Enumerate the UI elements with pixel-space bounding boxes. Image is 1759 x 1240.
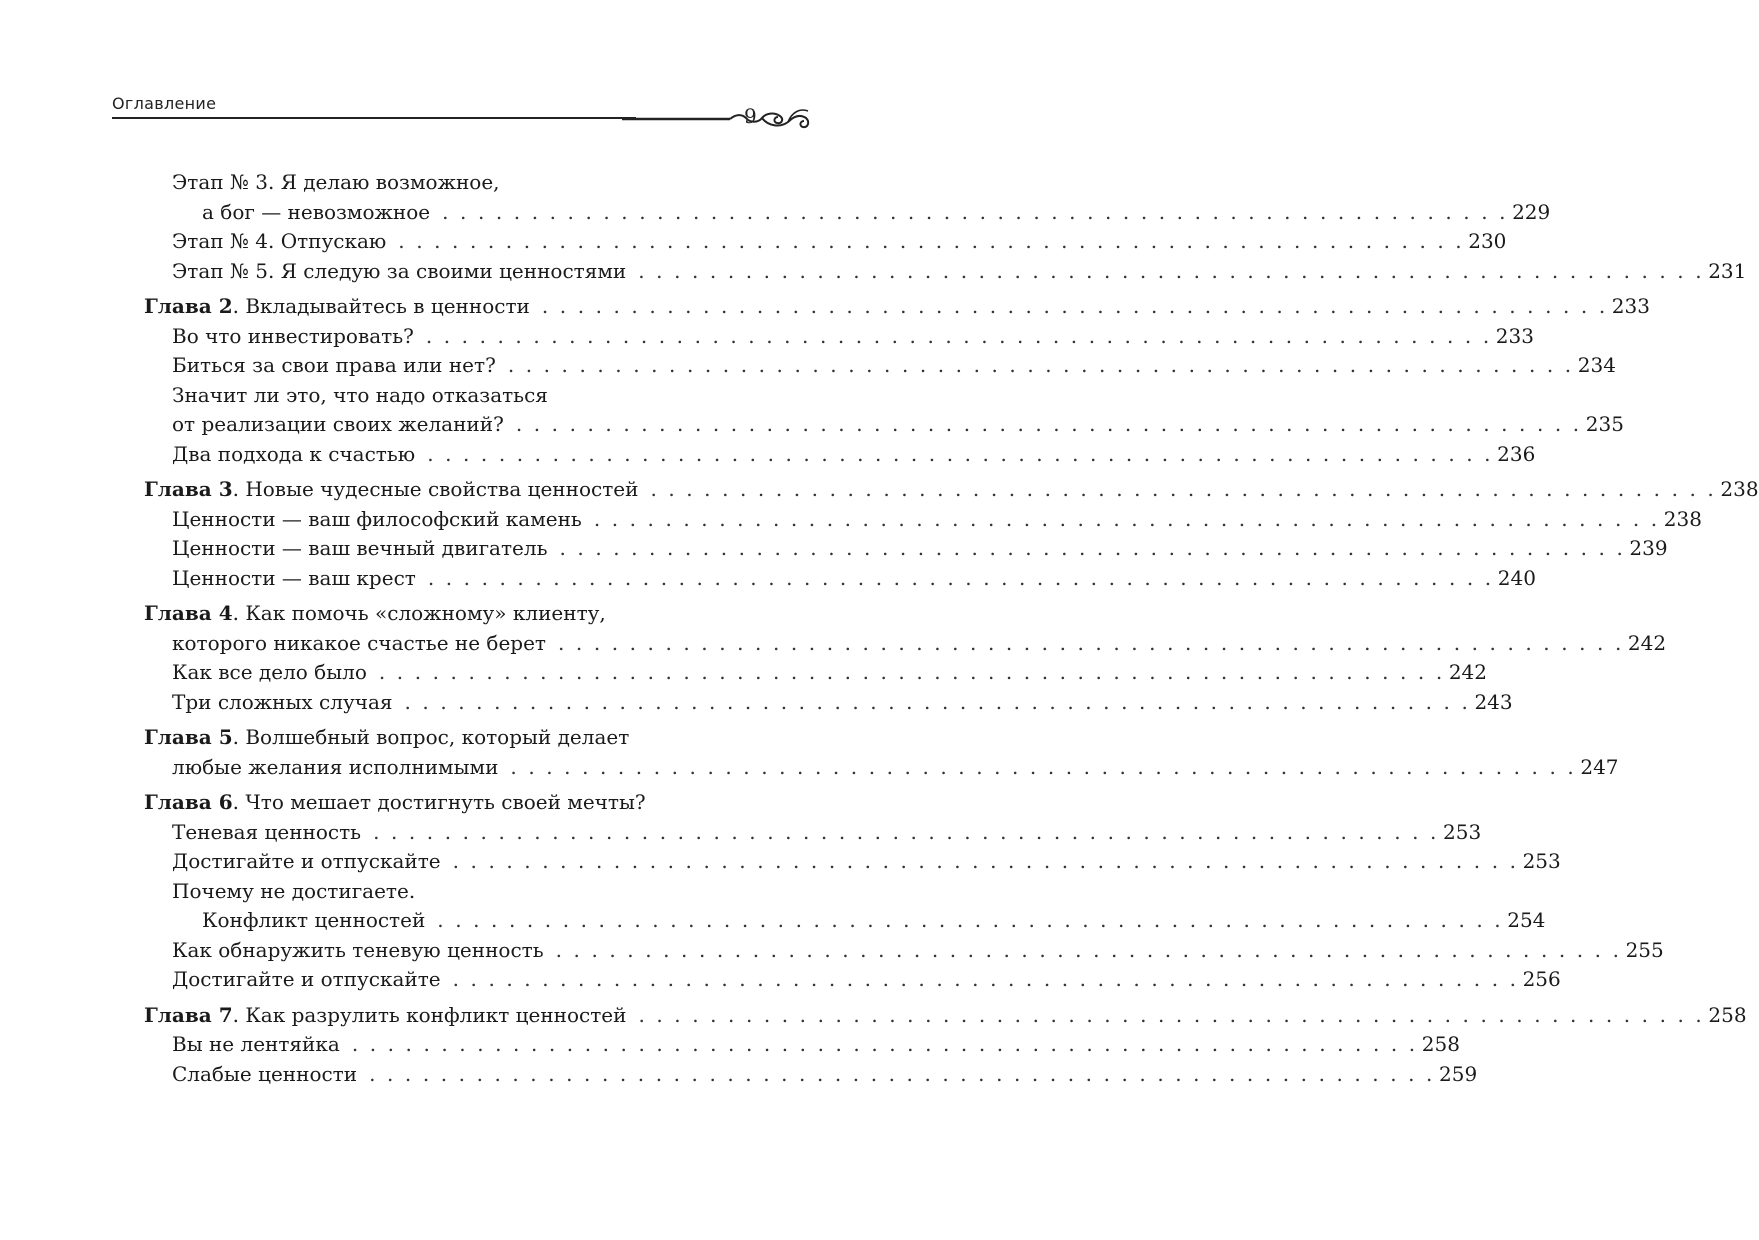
toc-entry-title: которого никакое счастье не берет — [172, 630, 546, 655]
leader-dots: . . . . . . . . . . . . . . . . . . . . . . . . . . . . . . . . . . . . . . . . . . . . . . . . . . . . . . . . . . . . — [427, 441, 1494, 466]
toc-entry-title: Как обнаружить теневую ценность — [172, 937, 544, 962]
toc-page-number: 253 — [1522, 849, 1561, 873]
toc-entry — [144, 688, 1513, 718]
toc-page-number: 240 — [1497, 565, 1536, 590]
toc-page-number: 233 — [1611, 294, 1650, 318]
leader-dots: . . . . . . . . . . . . . . . . . . . . . . . . . . . . . . . . . . . . . . . . . . . . . . . . . . . . . . . . . . . . — [452, 967, 1519, 991]
toc-entry-title: Биться за свои права или нет? — [172, 353, 496, 377]
toc-entry-title: . Что мешает достигнуть своей мечты? — [232, 790, 646, 814]
toc-entry-title: . Как помочь «сложному» клиенту, — [232, 601, 606, 625]
toc-page-number: 238 — [1663, 506, 1702, 531]
toc-entry — [144, 564, 1536, 594]
toc-entry — [144, 168, 1551, 227]
leader-dots: . . . . . . . . . . . . . . . . . . . . . . . . . . . . . . . . . . . . . . . . . . . . . . . . . . . . . . . . . . . . — [404, 689, 1471, 714]
chapter-label: Глава 4 — [144, 601, 233, 625]
table-of-contents — [144, 168, 1759, 1089]
toc-entry — [144, 847, 1561, 877]
toc-entry — [144, 505, 1702, 535]
toc-entry-title: Теневая ценность — [172, 819, 362, 844]
toc-entry-title: Ценности — ваш крест — [172, 565, 416, 590]
toc-page-number: 258 — [1708, 1002, 1747, 1027]
toc-entry-title: . Как разрулить конфликт ценностей — [232, 1002, 627, 1027]
toc-entry-title: Этап № 5. Я следую за своими ценностями — [172, 258, 627, 283]
leader-dots: . . . . . . . . . . . . . . . . . . . . . . . . . . . . . . . . . . . . . . . . . . . . . . . . . . . . . . . . . . . . — [510, 754, 1577, 779]
toc-entry-title: Слабые ценности — [172, 1061, 358, 1086]
leader-dots: . . . . . . . . . . . . . . . . . . . . . . . . . . . . . . . . . . . . . . . . . . . . . . . . . . . . . . . . . . . . — [638, 258, 1705, 283]
leader-dots: . . . . . . . . . . . . . . . . . . . . . . . . . . . . . . . . . . . . . . . . . . . . . . . . . . . . . . . . . . . . — [378, 660, 1445, 684]
toc-entry — [144, 1060, 1478, 1090]
toc-entry-title: Три сложных случая — [172, 689, 393, 714]
chapter-label: Глава 3 — [144, 477, 233, 501]
toc-page-number: 254 — [1507, 908, 1546, 932]
leader-dots: . . . . . . . . . . . . . . . . . . . . . . . . . . . . . . . . . . . . . . . . . . . . . . . . . . . . . . . . . . . . — [398, 229, 1465, 253]
toc-entry-title: Ценности — ваш философский камень — [172, 506, 582, 531]
toc-page-number: 242 — [1448, 660, 1487, 684]
leader-dots: . . . . . . . . . . . . . . . . . . . . . . . . . . . . . . . . . . . . . . . . . . . . . . . . . . . . . . . . . . . . — [541, 294, 1608, 318]
toc-entry-title: Этап № 3. Я делаю возможное, — [172, 170, 500, 194]
leader-dots: . . . . . . . . . . . . . . . . . . . . . . . . . . . . . . . . . . . . . . . . . . . . . . . . . . . . . . . . . . . . — [425, 323, 1492, 348]
toc-page-number: 247 — [1580, 754, 1619, 779]
leader-dots: . . . . . . . . . . . . . . . . . . . . . . . . . . . . . . . . . . . . . . . . . . . . . . . . . . . . . . . . . . . . — [593, 506, 1660, 531]
toc-page-number: 235 — [1585, 412, 1624, 436]
toc-page-number: 238 — [1720, 477, 1759, 501]
toc-entry — [144, 227, 1507, 257]
toc-entry — [144, 818, 1482, 848]
toc-entry-title: а бог — невозможное — [202, 199, 431, 224]
toc-entry — [144, 440, 1536, 470]
toc-page-number: 231 — [1708, 258, 1747, 283]
chapter-label: Глава 6 — [144, 790, 233, 814]
toc-page-number: 242 — [1627, 630, 1667, 655]
toc-entry-title: Этап № 4. Отпускаю — [172, 229, 387, 253]
toc-entry-title: . Волшебный вопрос, который делает — [232, 725, 630, 749]
toc-entry — [144, 257, 1747, 287]
leader-dots: . . . . . . . . . . . . . . . . . . . . . . . . . . . . . . . . . . . . . . . . . . . . . . . . . . . . . . . . . . . . — [351, 1032, 1418, 1056]
toc-chapter-entry — [144, 475, 1759, 505]
leader-dots: . . . . . . . . . . . . . . . . . . . . . . . . . . . . . . . . . . . . . . . . . . . . . . . . . . . . . . . . . . . . — [638, 1002, 1705, 1027]
toc-entry-title: Вы не лентяйка — [172, 1032, 340, 1056]
toc-entry-title: Как все дело было — [172, 660, 367, 684]
toc-entry — [144, 658, 1487, 688]
toc-entry-title: . Новые чудесные свойства ценностей — [232, 477, 639, 501]
toc-entry-title: любые желания исполнимыми — [172, 754, 499, 779]
toc-chapter-entry — [144, 599, 1667, 658]
toc-chapter-entry — [144, 723, 1619, 782]
chapter-label: Глава 2 — [144, 294, 233, 318]
leader-dots: . . . . . . . . . . . . . . . . . . . . . . . . . . . . . . . . . . . . . . . . . . . . . . . . . . . . . . . . . . . . — [373, 819, 1439, 844]
toc-entry-title: Ценности — ваш вечный двигатель — [172, 536, 548, 560]
leader-dots: . . . . . . . . . . . . . . . . . . . . . . . . . . . . . . . . . . . . . . . . . . . . . . . . . . . . . . . . . . . . — [452, 849, 1519, 873]
toc-entry — [144, 351, 1616, 381]
toc-chapter-entry — [144, 1001, 1747, 1031]
toc-page-number: 230 — [1468, 229, 1507, 253]
toc-entry-title: Достигайте и отпускайте — [172, 849, 441, 873]
leader-dots: . . . . . . . . . . . . . . . . . . . . . . . . . . . . . . . . . . . . . . . . . . . . . . . . . . . . . . . . . . . . — [515, 412, 1582, 436]
toc-entry — [144, 965, 1561, 995]
leader-dots: . . . . . . . . . . . . . . . . . . . . . . . . . . . . . . . . . . . . . . . . . . . . . . . . . . . . . . . . . . . . — [559, 536, 1626, 560]
toc-page-number: 255 — [1625, 937, 1664, 962]
leader-dots: . . . . . . . . . . . . . . . . . . . . . . . . . . . . . . . . . . . . . . . . . . . . . . . . . . . . . . . . . . . . — [557, 630, 1624, 655]
leader-dots: . . . . . . . . . . . . . . . . . . . . . . . . . . . . . . . . . . . . . . . . . . . . . . . . . . . . . . . . . . . . — [650, 477, 1717, 501]
toc-chapter-entry — [144, 788, 703, 818]
leader-dots: . . . . . . . . . . . . . . . . . . . . . . . . . . . . . . . . . . . . . . . . . . . . . . . . . . . . . . . . . . . . — [369, 1061, 1436, 1086]
toc-page-number: 253 — [1443, 819, 1482, 844]
toc-entry — [144, 936, 1664, 966]
toc-entry-title: . Вкладывайтесь в ценности — [232, 294, 530, 318]
toc-entry-title: Два подхода к счастью — [172, 441, 416, 466]
toc-page-number: 259 — [1439, 1061, 1478, 1086]
leader-dots: . . . . . . . . . . . . . . . . . . . . . . . . . . . . . . . . . . . . . . . . . . . . . . . . . . . . . . . . . . . . — [427, 565, 1494, 590]
leader-dots: . . . . . . . . . . . . . . . . . . . . . . . . . . . . . . . . . . . . . . . . . . . . . . . . . . . . . . . . . . . . — [442, 199, 1509, 224]
header-rule — [112, 117, 636, 119]
toc-page-number: 243 — [1474, 689, 1513, 714]
toc-entry — [144, 877, 1546, 936]
toc-page-number: 229 — [1512, 199, 1551, 224]
toc-page-number: 239 — [1629, 536, 1668, 560]
toc-page-number: 236 — [1497, 441, 1536, 466]
leader-dots: . . . . . . . . . . . . . . . . . . . . . . . . . . . . . . . . . . . . . . . . . . . . . . . . . . . . . . . . . . . . — [437, 908, 1504, 932]
toc-entry-title: Значит ли это, что надо отказаться — [172, 382, 548, 407]
toc-entry-title: Во что инвестировать? — [172, 323, 414, 348]
toc-page-number: 258 — [1421, 1032, 1460, 1056]
toc-entry-title: Конфликт ценностей — [202, 908, 426, 932]
toc-entry — [144, 322, 1534, 352]
toc-entry-title: Почему не достигаете. — [172, 878, 416, 903]
leader-dots: . . . . . . . . . . . . . . . . . . . . . . . . . . . . . . . . . . . . . . . . . . . . . . . . . . . . . . . . . . . . — [507, 353, 1574, 377]
flourish-ornament-icon — [622, 102, 822, 132]
page-number: 9 — [744, 104, 757, 128]
toc-entry — [144, 381, 1624, 440]
running-header — [112, 92, 762, 132]
toc-page-number: 233 — [1495, 323, 1534, 348]
toc-page-number: 256 — [1522, 967, 1561, 991]
chapter-label: Глава 7 — [144, 1002, 233, 1027]
leader-dots: . . . . . . . . . . . . . . . . . . . . . . . . . . . . . . . . . . . . . . . . . . . . . . . . . . . . . . . . . . . . — [555, 937, 1622, 962]
section-label: Оглавление — [112, 94, 217, 113]
toc-entry — [144, 1030, 1460, 1060]
toc-entry-title: Достигайте и отпускайте — [172, 967, 441, 991]
toc-entry-title: от реализации своих желаний? — [172, 412, 504, 436]
toc-entry — [144, 534, 1668, 564]
chapter-label: Глава 5 — [144, 725, 233, 749]
toc-page-number: 234 — [1577, 353, 1616, 377]
toc-chapter-entry — [144, 292, 1650, 322]
